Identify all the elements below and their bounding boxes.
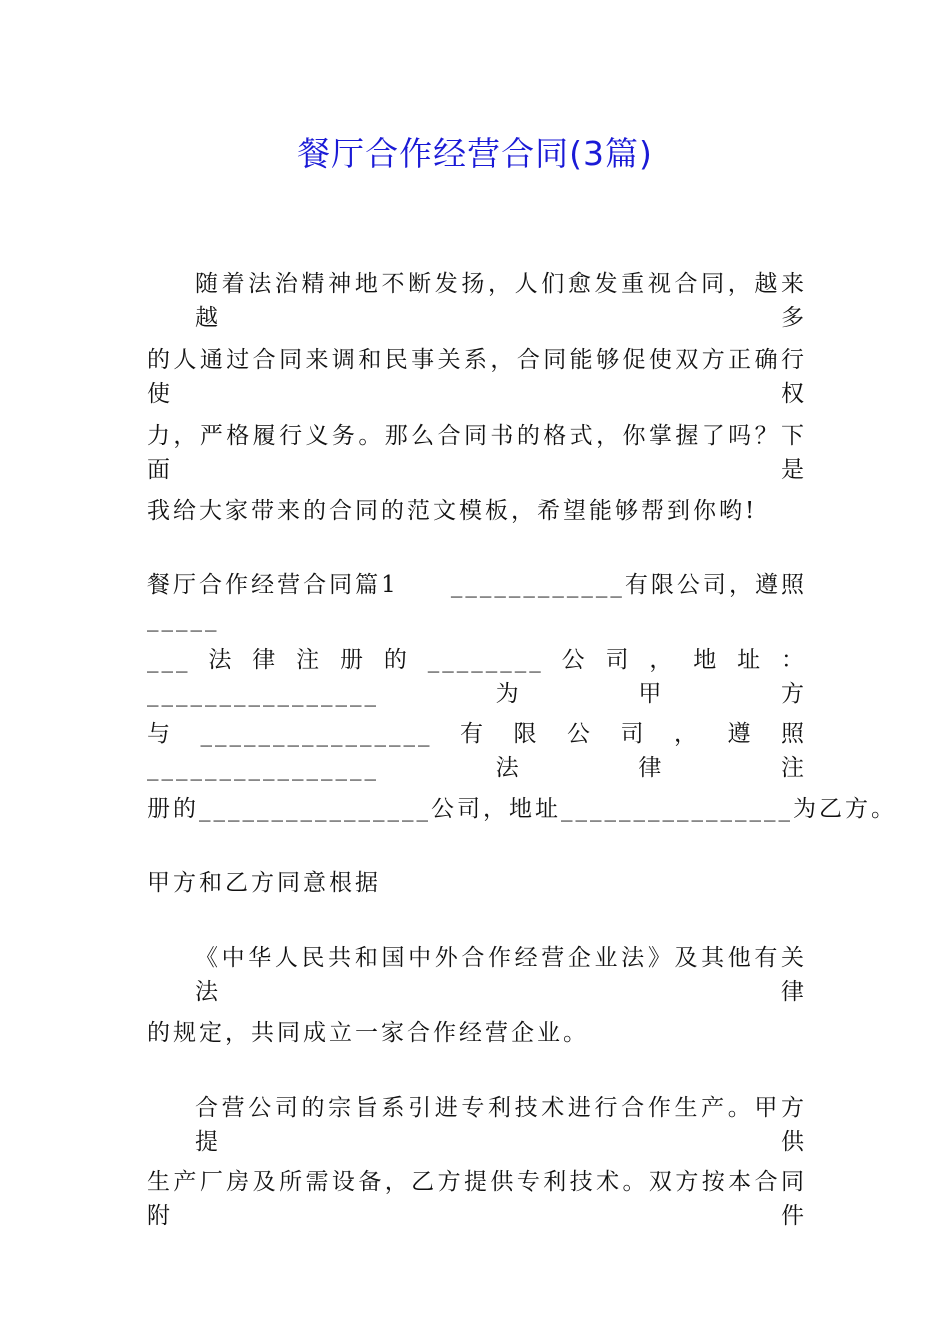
paragraph-line: 《中华人民共和国中外合作经营企业法》及其他有关法律 — [195, 945, 807, 1005]
paragraph-line: 的规定，共同成立一家合作经营企业。 — [147, 1020, 589, 1046]
paragraph-line: 册的________________公司，地址________________为乙方。 — [147, 796, 897, 822]
paragraph-line: 与________________有限公司，遵照________________法律注 — [147, 721, 807, 781]
paragraph-line: 随着法治精神地不断发扬，人们愈发重视合同，越来越多 — [195, 271, 807, 331]
paragraph-line: 的人通过合同来调和民事关系，合同能够促使双方正确行使权 — [147, 347, 807, 407]
paragraph-line: ___法律注册的________公司，地址：________________为甲方 — [147, 647, 807, 707]
paragraph-line: 力，严格履行义务。那么合同书的格式，你掌握了吗？下面是 — [147, 423, 807, 483]
paragraph-line: 合营公司的宗旨系引进专利技术进行合作生产。甲方提供 — [195, 1095, 807, 1155]
paragraph-line: 甲方和乙方同意根据 — [147, 870, 381, 896]
document-title: 餐厅合作经营合同(3篇) — [297, 134, 653, 173]
paragraph-line: 生产厂房及所需设备，乙方提供专利技术。双方按本合同附件 — [147, 1169, 807, 1229]
paragraph-line: 我给大家带来的合同的范文模板，希望能够帮到你哟! — [147, 498, 758, 524]
contract-heading-line: 餐厅合作经营合同篇1 ____________有限公司，遵照_____ — [147, 572, 807, 632]
